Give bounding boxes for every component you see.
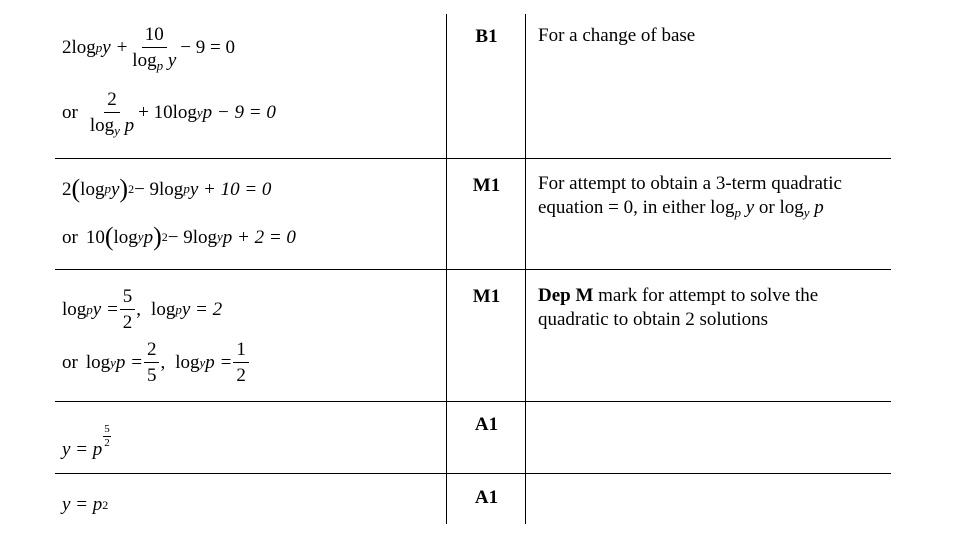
mark-code: M1 bbox=[472, 175, 501, 196]
row-divider-4 bbox=[55, 473, 891, 474]
mark-code: A1 bbox=[474, 414, 499, 435]
working-line: or log y p = $\frac{2}{5}$ , log y p = $\frac{1}{2}$ bbox=[62, 340, 250, 386]
working-line: y = p 5 2 bbox=[62, 423, 110, 460]
guidance-note: Dep M mark for attempt to solve the quadratic to obtain 2 solutions bbox=[538, 285, 819, 330]
row-divider-3 bbox=[55, 401, 891, 402]
working-line: or $\frac{2}{\log_y p}$ + 10log y p − 9 = 0 bbox=[62, 89, 276, 138]
row-divider-2 bbox=[55, 269, 891, 270]
fraction: $\frac{5}{2}$ bbox=[120, 287, 136, 333]
exponent-fraction: 5 2 bbox=[104, 423, 110, 449]
working-line: 2 ( log p y ) 2 − 9log p y + 10 = 0 bbox=[62, 174, 272, 203]
working-line: 2log p y + $\frac{10}{\log_p y}$ − 9 = 0 bbox=[62, 24, 235, 73]
fraction: $\frac{2}{5}$ bbox=[144, 340, 160, 386]
fraction: $\frac{1}{2}$ bbox=[233, 340, 249, 386]
fraction: $\frac{10}{\log_p y}$ bbox=[132, 24, 177, 73]
fraction: $\frac{2}{\log_y p}$ bbox=[89, 89, 135, 138]
guidance-note: For attempt to obtain a 3-term quadratic equation = 0, in either $\log_p y$ or $\log_y p$ bbox=[538, 173, 842, 220]
row-divider-1 bbox=[55, 158, 891, 159]
working-line: log p y = $\frac{5}{2}$ , log p y = 2 bbox=[62, 286, 223, 333]
mark-code: M1 bbox=[472, 286, 501, 307]
mark-code: B1 bbox=[475, 26, 498, 47]
mark-code: A1 bbox=[474, 487, 499, 508]
working-line: or 10 ( log y p ) 2 − 9log y p + 2 = 0 bbox=[62, 222, 296, 251]
guidance-note: For a change of base bbox=[538, 25, 696, 46]
working-line: y = p 2 bbox=[62, 494, 109, 515]
